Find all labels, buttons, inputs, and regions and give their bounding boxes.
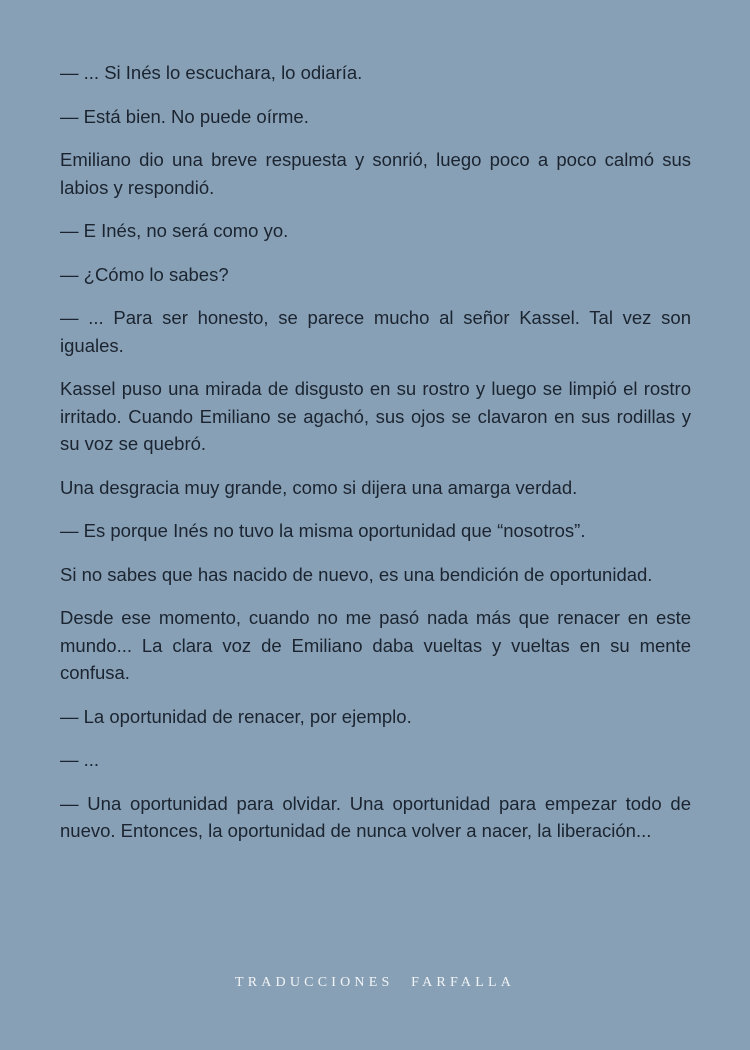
paragraph: — ... Si Inés lo escuchara, lo odiaría.	[60, 62, 363, 83]
paragraph: — ...	[60, 749, 100, 770]
page-body-text	[60, 59, 691, 861]
paragraph: — Está bien. No puede oírme.	[60, 105, 309, 127]
paragraph: Desde ese momento, cuando no me pasó nada más que renacer en este mundo... La clara voz de Emiliano daba vueltas y vueltas en su mente confusa.	[60, 607, 691, 683]
paragraph: — Es porque Inés no tuvo la misma oportunidad que “nosotros”.	[60, 520, 586, 541]
paragraph: Kassel puso una mirada de disgusto en su rostro y luego se limpió el rostro irritado. Cuando Emiliano se agachó, sus ojos se clavaron en sus rodillas y su voz se quebró.	[60, 378, 691, 454]
paragraph: Una desgracia muy grande, como si dijera una amarga verdad.	[60, 476, 578, 498]
paragraph: — ¿Cómo lo sabes?	[60, 263, 229, 285]
paragraph: Si no sabes que has nacido de nuevo, es una bendición de oportunidad.	[60, 563, 653, 585]
page-footer-credit: TRADUCCIONES FARFALLA	[234, 975, 516, 990]
paragraph: — ... Para ser honesto, se parece mucho al señor Kassel. Tal vez son iguales.	[60, 307, 691, 356]
paragraph: — Una oportunidad para olvidar. Una oportunidad para empezar todo de nuevo. Entonces, la oportunidad de nunca volver a nacer, la liberación...	[60, 792, 691, 841]
paragraph: Emiliano dio una breve respuesta y sonrió, luego poco a poco calmó sus labios y respondió.	[60, 149, 691, 198]
paragraph: — E Inés, no será como yo.	[60, 220, 289, 241]
paragraph: — La oportunidad de renacer, por ejemplo.	[60, 705, 412, 727]
